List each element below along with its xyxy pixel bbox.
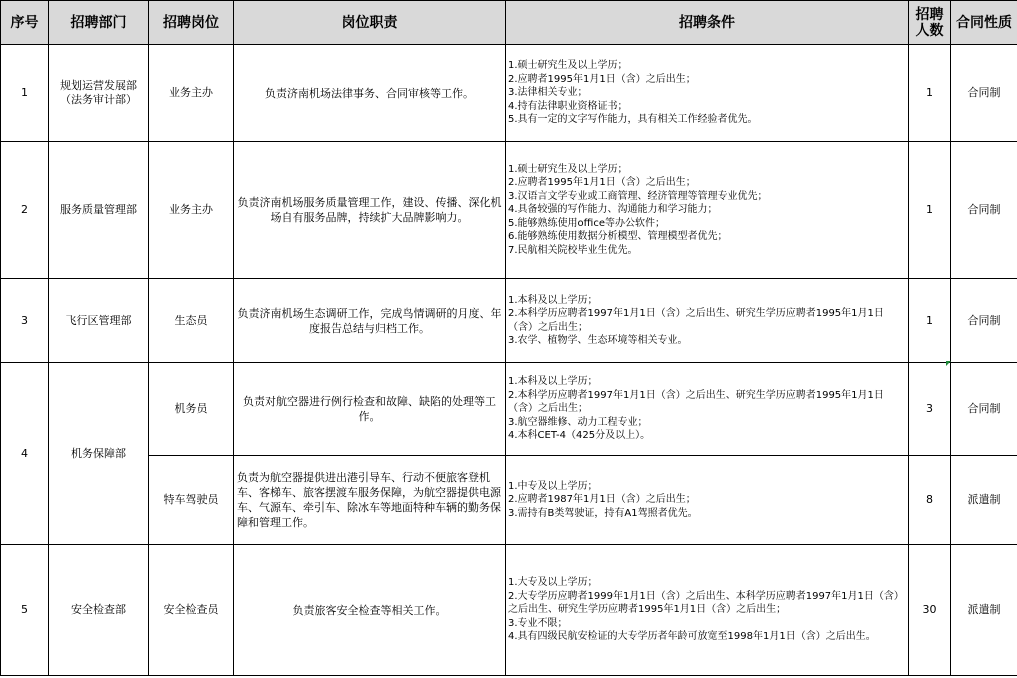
row-no: 5 xyxy=(1,545,49,676)
row-post: 业务主办 xyxy=(149,45,234,142)
header-row xyxy=(1,1,1017,45)
table-row xyxy=(1,142,1017,279)
row-no: 3 xyxy=(1,279,49,363)
row-post: 机务员 xyxy=(149,363,234,456)
requirement-item: 3.需持有B类驾驶证，持有A1驾照者优先。 xyxy=(508,507,698,519)
requirement-item: 1.本科及以上学历； xyxy=(508,376,598,388)
requirement-item: 5.能够熟练使用office等办公软件； xyxy=(508,217,665,229)
header-count: 招聘 人数 xyxy=(909,1,951,45)
row-dept: 机务保障部 xyxy=(49,363,149,545)
row-duty: 负责对航空器进行例行检查和故障、缺陷的处理等工作。 xyxy=(234,363,506,456)
table-row xyxy=(1,45,1017,142)
row-post: 安全检查员 xyxy=(149,545,234,676)
row-requirements xyxy=(506,456,909,545)
row-duty: 负责为航空器提供进出港引导车、行动不便旅客登机车、客梯车、旅客摆渡车服务保障，为航空器提供电源车、气源车、牵引车、除冰车等地面特种车辆的勤务保障和管理工作。 xyxy=(234,456,506,545)
requirement-item: 1.硕士研究生及以上学历； xyxy=(508,163,628,175)
header-contract: 合同性质 xyxy=(951,1,1017,45)
row-contract: 派遣制 xyxy=(951,456,1017,545)
requirement-item: 2.大专学历应聘者1999年1月1日（含）之后出生、本科学历应聘者1997年1月1日（含）之后出生、研究生学历应聘者1995年1月1日（含）之后出生； xyxy=(508,590,904,616)
row-count: 1 xyxy=(909,142,951,279)
header-post: 招聘岗位 xyxy=(149,1,234,45)
row-duty: 负责济南机场服务质量管理工作，建设、传播、深化机场自有服务品牌，持续扩大品牌影响力。 xyxy=(234,142,506,279)
row-contract: 合同制 xyxy=(951,45,1017,142)
row-count: 1 xyxy=(909,45,951,142)
table-row xyxy=(1,456,1017,545)
header-requirements: 招聘条件 xyxy=(506,1,909,45)
requirement-item: 1.中专及以上学历； xyxy=(508,480,598,492)
requirement-item: 3.农学、植物学、生态环境等相关专业。 xyxy=(508,335,688,346)
row-requirements xyxy=(506,363,909,456)
row-duty: 负责济南机场生态调研工作，完成鸟情调研的月度、年度报告总结与归档工作。 xyxy=(234,279,506,363)
row-no: 4 xyxy=(1,363,49,545)
row-dept: 服务质量管理部 xyxy=(49,142,149,279)
requirement-item: 4.具备较强的写作能力、沟通能力和学习能力； xyxy=(508,204,718,216)
requirement-item: 3.汉语言文学专业或工商管理、经济管理等管理专业优先； xyxy=(508,190,768,202)
row-count: 8 xyxy=(909,456,951,545)
row-post: 特车驾驶员 xyxy=(149,456,234,545)
requirement-item: 2.本科学历应聘者1997年1月1日（含）之后出生、研究生学历应聘者1995年1月1日（含）之后出生； xyxy=(508,389,884,415)
requirement-item: 2.应聘者1987年1月1日（含）之后出生； xyxy=(508,494,696,506)
row-count: 1 xyxy=(909,279,951,363)
header-no: 序号 xyxy=(1,1,49,45)
row-requirements xyxy=(506,279,909,363)
requirement-item: 2.应聘者1995年1月1日（含）之后出生； xyxy=(508,177,696,189)
cell-comment-indicator xyxy=(946,361,951,366)
row-requirements xyxy=(506,45,909,142)
requirement-item: 5.具有一定的文字写作能力，具有相关工作经验者优先。 xyxy=(508,114,758,126)
row-dept: 规划运营发展部 （法务审计部） xyxy=(49,45,149,142)
row-requirements xyxy=(506,545,909,676)
row-requirements xyxy=(506,142,909,279)
row-contract: 合同制 xyxy=(951,142,1017,279)
requirement-item: 3.航空器维修、动力工程专业； xyxy=(508,416,648,428)
header-duty: 岗位职责 xyxy=(234,1,506,45)
requirement-item: 4.本科CET-4（425分及以上）。 xyxy=(508,430,651,442)
requirement-item: 4.具有四级民航安检证的大专学历者年龄可放宽至1998年1月1日（含）之后出生。 xyxy=(508,631,876,643)
row-dept: 安全检查部 xyxy=(49,545,149,676)
row-no: 2 xyxy=(1,142,49,279)
table-row xyxy=(1,279,1017,363)
requirement-item: 3.专业不限； xyxy=(508,617,568,629)
requirement-item: 6.能够熟练使用数据分析模型、管理模型者优先； xyxy=(508,231,728,243)
table-row xyxy=(1,545,1017,676)
row-contract: 合同制 xyxy=(951,363,1017,456)
row-duty: 负责济南机场法律事务、合同审核等工作。 xyxy=(234,45,506,142)
requirement-item: 4.持有法律职业资格证书； xyxy=(508,100,628,112)
header-dept: 招聘部门 xyxy=(49,1,149,45)
row-count: 30 xyxy=(909,545,951,676)
row-contract: 派遣制 xyxy=(951,545,1017,676)
table-row xyxy=(1,363,1017,456)
row-no: 1 xyxy=(1,45,49,142)
requirement-item: 1.大专及以上学历； xyxy=(508,577,598,589)
row-post: 生态员 xyxy=(149,279,234,363)
row-contract: 合同制 xyxy=(951,279,1017,363)
row-count: 3 xyxy=(909,363,951,456)
requirement-item: 2.本科学历应聘者1997年1月1日（含）之后出生、研究生学历应聘者1995年1月1日（含）之后出生； xyxy=(508,308,884,333)
requirement-item: 1.本科及以上学历； xyxy=(508,294,598,306)
requirement-item: 7.民航相关院校毕业生优先。 xyxy=(508,244,638,256)
row-post: 业务主办 xyxy=(149,142,234,279)
row-duty: 负责旅客安全检查等相关工作。 xyxy=(234,545,506,676)
row-dept: 飞行区管理部 xyxy=(49,279,149,363)
requirement-item: 2.应聘者1995年1月1日（含）之后出生； xyxy=(508,73,696,85)
requirement-item: 3.法律相关专业； xyxy=(508,87,588,99)
requirement-item: 1.硕士研究生及以上学历； xyxy=(508,60,628,72)
